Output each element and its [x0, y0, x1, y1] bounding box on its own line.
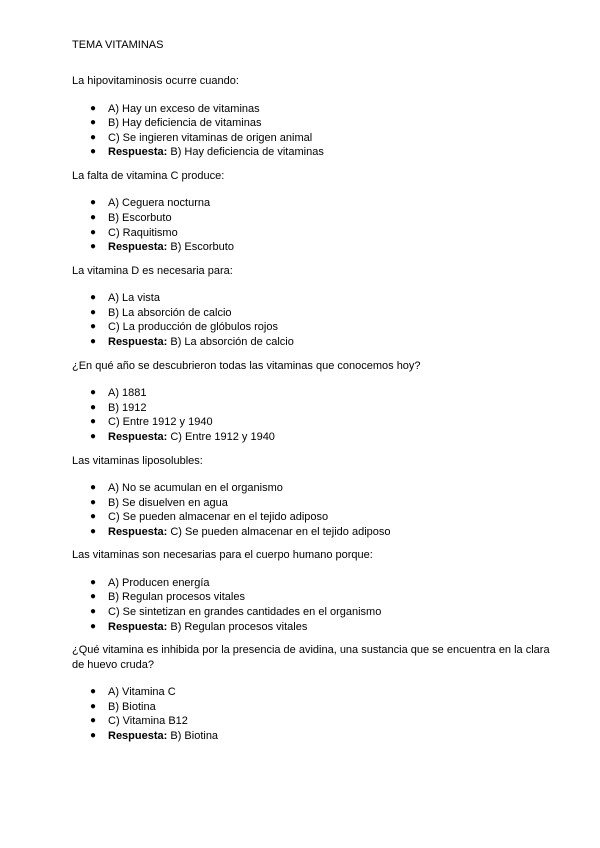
option-list — [72, 291, 560, 349]
question-text: La vitamina D es necesaria para: — [72, 264, 233, 277]
answer-text: B) Biotina — [170, 730, 219, 743]
bullet-icon: ● — [90, 620, 97, 632]
option-item — [90, 131, 560, 146]
question-text: ¿Qué vitamina es inhibida por la presencia de avidina, una sustancia que se encuentra en la clara de huevo cruda? — [72, 644, 550, 671]
option-text: B) Escorbuto — [108, 211, 172, 224]
option-text: C) Vitamina B12 — [108, 715, 188, 728]
bullet-icon: ● — [90, 576, 97, 588]
option-text: C) Raquitismo — [108, 226, 178, 239]
question-block — [72, 359, 560, 445]
bullet-icon: ● — [90, 292, 97, 304]
question-block — [72, 454, 560, 540]
bullet-icon: ● — [90, 686, 97, 698]
bullet-icon: ● — [90, 117, 97, 129]
question-block — [72, 643, 560, 743]
answer-text: B) Regulan procesos vitales — [170, 620, 308, 633]
bullet-icon: ● — [90, 606, 97, 618]
question-text: Las vitaminas liposolubles: — [72, 454, 203, 467]
option-text: C) Se pueden almacenar en el tejido adiposo — [108, 511, 329, 524]
bullet-icon: ● — [90, 241, 97, 253]
bullet-icon: ● — [90, 401, 97, 413]
option-item — [90, 415, 560, 430]
answer-label: Respuesta: — [108, 525, 168, 538]
option-text: C) Se ingieren vitaminas de origen animal — [108, 131, 313, 144]
option-item — [90, 306, 560, 321]
option-text: B) Se disuelven en agua — [108, 496, 228, 509]
answer-item — [90, 335, 560, 350]
option-list — [72, 685, 560, 743]
option-item — [90, 320, 560, 335]
option-text: B) Regulan procesos vitales — [108, 591, 245, 604]
answer-item — [90, 620, 560, 635]
question-text: La falta de vitamina C produce: — [72, 169, 225, 182]
option-item — [90, 576, 560, 591]
bullet-icon: ● — [90, 102, 97, 114]
bullet-icon: ● — [90, 197, 97, 209]
bullet-icon: ● — [90, 416, 97, 428]
option-list — [72, 576, 560, 634]
option-item — [90, 102, 560, 117]
question-block — [72, 74, 560, 160]
answer-label: Respuesta: — [108, 430, 168, 443]
option-list — [72, 196, 560, 254]
option-text: B) Hay deficiencia de vitaminas — [108, 117, 262, 130]
bullet-icon: ● — [90, 226, 97, 238]
option-text: B) 1912 — [108, 401, 147, 414]
bullet-icon: ● — [90, 496, 97, 508]
question-text: Las vitaminas son necesarias para el cuerpo humano porque: — [72, 549, 373, 562]
option-text: B) Biotina — [108, 700, 156, 713]
option-item — [90, 196, 560, 211]
option-list — [72, 481, 560, 539]
question-block — [72, 169, 560, 255]
question-list — [72, 74, 560, 744]
bullet-icon: ● — [90, 482, 97, 493]
bullet-icon: ● — [90, 387, 97, 399]
option-item — [90, 226, 560, 241]
bullet-icon: ● — [90, 131, 97, 143]
option-item — [90, 510, 560, 525]
answer-label: Respuesta: — [108, 146, 168, 159]
bullet-icon: ● — [90, 525, 97, 537]
option-item — [90, 605, 560, 620]
bullet-icon: ● — [90, 306, 97, 318]
answer-item — [90, 525, 560, 540]
answer-label: Respuesta: — [108, 730, 168, 743]
bullet-icon: ● — [90, 715, 97, 727]
page-title: TEMA VITAMINAS — [72, 39, 164, 51]
answer-label: Respuesta: — [108, 241, 168, 254]
option-item — [90, 211, 560, 226]
question-text: La hipovitaminosis ocurre cuando: — [72, 75, 239, 87]
bullet-icon: ● — [90, 700, 97, 712]
option-text: A) No se acumulan en el organismo — [108, 482, 283, 494]
option-text: C) Entre 1912 y 1940 — [108, 416, 213, 429]
option-item — [90, 481, 560, 496]
option-item — [90, 496, 560, 511]
answer-item — [90, 145, 560, 160]
answer-label: Respuesta: — [108, 620, 168, 633]
option-item — [90, 386, 560, 401]
option-item — [90, 700, 560, 715]
bullet-icon: ● — [90, 321, 97, 333]
answer-item — [90, 240, 560, 255]
bullet-icon: ● — [90, 430, 97, 442]
option-item — [90, 714, 560, 729]
bullet-icon: ● — [90, 146, 97, 158]
question-text: ¿En qué año se descubrieron todas las vitaminas que conocemos hoy? — [72, 359, 421, 372]
bullet-icon: ● — [90, 591, 97, 603]
answer-item — [90, 729, 560, 744]
question-block — [72, 264, 560, 350]
option-text: C) Se sintetizan en grandes cantidades en el organismo — [108, 606, 382, 619]
option-item — [90, 590, 560, 605]
option-text: A) Ceguera nocturna — [108, 197, 211, 210]
option-text: A) Hay un exceso de vitaminas — [108, 102, 260, 115]
option-list — [72, 102, 560, 160]
answer-item — [90, 430, 560, 445]
option-item — [90, 685, 560, 700]
answer-text: C) Se pueden almacenar en el tejido adiposo — [170, 525, 391, 538]
option-item — [90, 401, 560, 416]
answer-label: Respuesta: — [108, 336, 168, 349]
bullet-icon: ● — [90, 511, 97, 523]
bullet-icon: ● — [90, 730, 97, 742]
option-text: A) Vitamina C — [108, 686, 176, 699]
option-text: B) La absorción de calcio — [108, 306, 232, 319]
answer-text: B) Escorbuto — [170, 241, 234, 254]
option-list — [72, 386, 560, 444]
bullet-icon: ● — [90, 336, 97, 348]
option-text: A) La vista — [108, 292, 160, 305]
answer-text: C) Entre 1912 y 1940 — [170, 430, 275, 443]
bullet-icon: ● — [90, 211, 97, 223]
option-text: A) Producen energía — [108, 576, 210, 589]
answer-text: B) Hay deficiencia de vitaminas — [170, 146, 324, 159]
question-block — [72, 548, 560, 634]
option-text: C) La producción de glóbulos rojos — [108, 321, 278, 334]
option-item — [90, 291, 560, 306]
answer-text: B) La absorción de calcio — [170, 336, 294, 349]
option-text: A) 1881 — [108, 387, 147, 400]
option-item — [90, 116, 560, 131]
